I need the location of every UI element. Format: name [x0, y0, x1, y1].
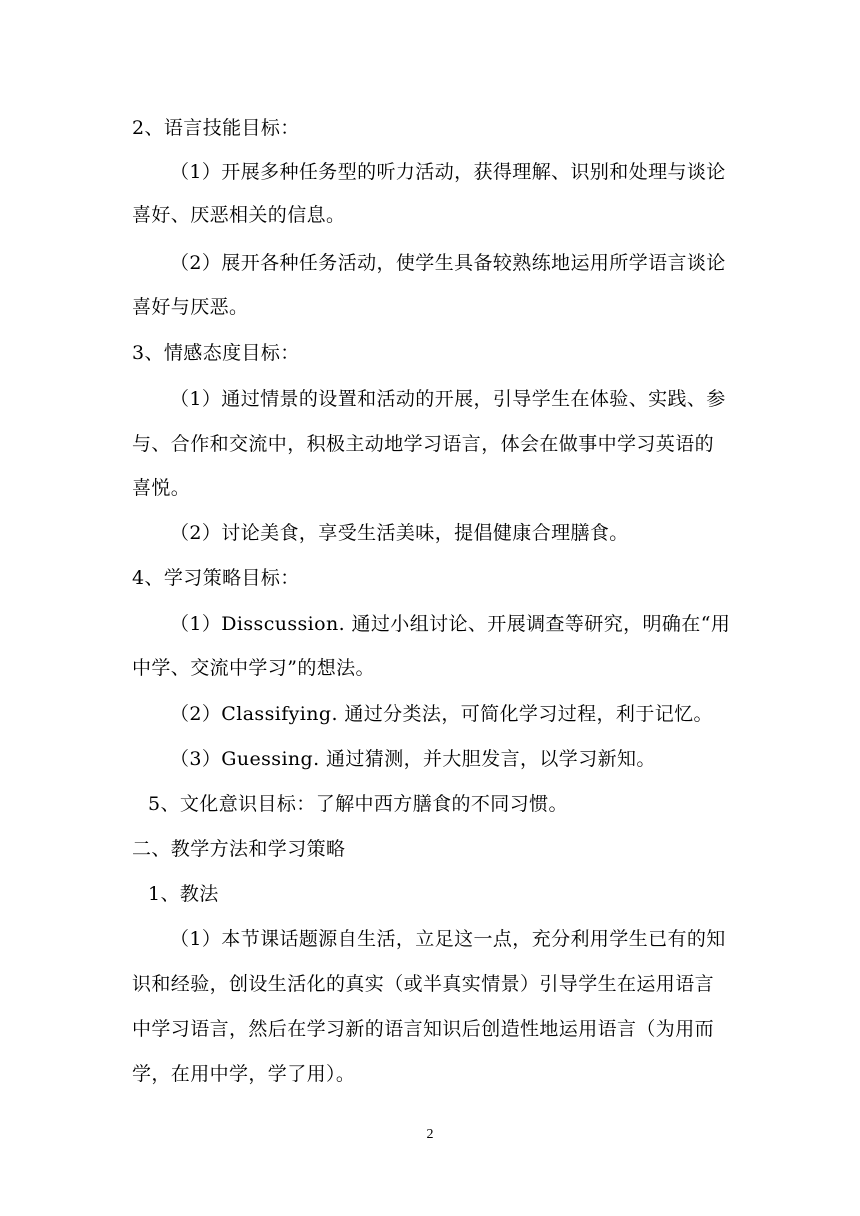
paragraph-line: （2）Classifying. 通过分类法，可简化学习过程，利于记忆。: [170, 703, 713, 725]
paragraph-line: 中学、交流中学习”的想法。: [132, 657, 375, 679]
paragraph-line: （2）展开各种任务活动，使学生具备较熟练地运用所学语言谈论: [170, 252, 726, 274]
paragraph-line: （1）开展多种任务型的听力活动，获得理解、识别和处理与谈论: [170, 161, 726, 183]
paragraph-line: 识和经验，创设生活化的真实（或半真实情景）引导学生在运用语言: [132, 973, 715, 995]
section-heading-learning-strategy: 4、学习策略目标：: [132, 567, 300, 589]
paragraph-line: （3）Guessing. 通过猜测，并大胆发言，以学习新知。: [170, 748, 656, 770]
section-heading-emotional-attitude: 3、情感态度目标：: [132, 342, 300, 364]
paragraph-line: 喜好与厌恶。: [132, 296, 249, 318]
paragraph-line: 喜悦。: [132, 477, 191, 499]
subheading-teaching-method: 1、教法: [148, 883, 219, 905]
paragraph-line: 与、合作和交流中，积极主动地学习语言，体会在做事中学习英语的: [132, 433, 715, 455]
paragraph-line: （1）通过情景的设置和活动的开展，引导学生在体验、实践、参: [170, 388, 726, 410]
paragraph-line: 中学习语言，然后在学习新的语言知识后创造性地运用语言（为用而: [132, 1018, 715, 1040]
paragraph-line: 学，在用中学，学了用）。: [132, 1063, 356, 1085]
paragraph-line: （2）讨论美食，享受生活美味，提倡健康合理膳食。: [170, 522, 629, 544]
paragraph-line: （1）Disscussion. 通过小组讨论、开展调查等研究，明确在“用: [170, 613, 731, 635]
section-heading-teaching-methods: 二、教学方法和学习策略: [132, 838, 346, 860]
paragraph-line: 喜好、厌恶相关的信息。: [132, 204, 346, 226]
section-heading-language-skills: 2、语言技能目标：: [132, 117, 300, 139]
paragraph-line: （1）本节课话题源自生活，立足这一点，充分利用学生已有的知: [170, 928, 726, 950]
section-heading-cultural-awareness: 5、文化意识目标：了解中西方膳食的不同习惯。: [148, 793, 568, 815]
page-number: 2: [426, 1127, 434, 1142]
